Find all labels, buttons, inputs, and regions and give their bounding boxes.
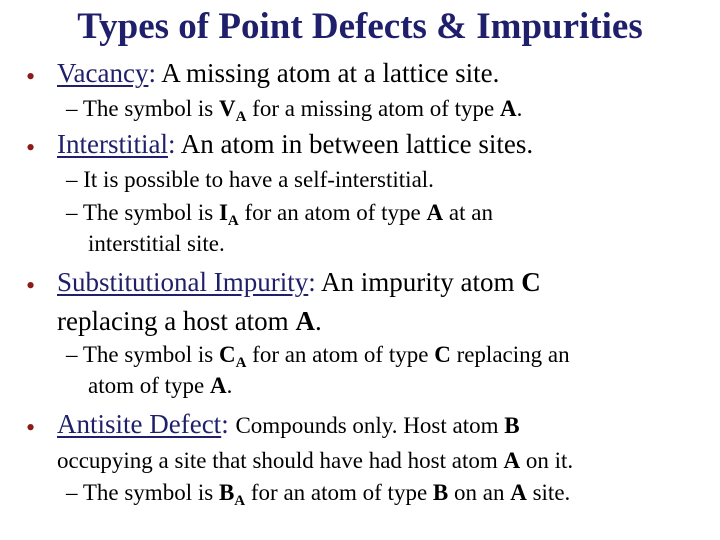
text: It is possible to have a self-interstitial.	[83, 167, 434, 192]
antisite-line	[57, 409, 520, 440]
substitutional-sub1-line2	[88, 373, 232, 399]
symbol: B	[218, 480, 235, 505]
subscript: A	[227, 213, 239, 229]
text: occupying a site that should have had host atom	[57, 448, 504, 473]
text: replacing a host atom	[57, 306, 296, 336]
antisite-sub1	[66, 480, 570, 510]
antisite-term: Antisite Defect	[57, 409, 222, 439]
slide-title: Types of Point Defects & Impurities	[77, 6, 643, 47]
substitutional-colon: :	[308, 267, 316, 297]
interstitial-sub2-line2: interstitial site.	[88, 231, 225, 256]
bold-atom: C	[434, 342, 451, 367]
subscript: A	[235, 355, 247, 371]
text: for an atom of type	[238, 200, 427, 225]
text: on an	[448, 480, 511, 505]
interstitial-desc: An atom in between lattice sites.	[180, 129, 534, 159]
dash: –	[66, 480, 78, 505]
substitutional-term: Substitutional Impurity	[57, 267, 309, 297]
text: .	[516, 96, 523, 121]
vacancy-line	[57, 58, 499, 89]
bold-atom: A	[503, 448, 521, 473]
symbol: I	[218, 200, 228, 225]
bold-atom: A	[295, 306, 315, 336]
symbol: V	[218, 96, 236, 121]
bold-atom: A	[510, 480, 527, 505]
bold-atom: A	[426, 200, 444, 225]
dash: –	[66, 342, 78, 367]
substitutional-line2	[57, 306, 322, 337]
text: The symbol is	[82, 342, 219, 367]
interstitial-colon: :	[167, 129, 176, 159]
text: .	[226, 373, 233, 398]
bold-atom: C	[521, 267, 541, 297]
text: for a missing atom of type	[246, 96, 501, 121]
vacancy-sub1	[66, 96, 522, 126]
symbol: C	[218, 342, 236, 367]
text: .	[314, 306, 322, 336]
vacancy-desc: A missing atom at a lattice site.	[161, 58, 500, 88]
text: on it.	[520, 448, 574, 473]
dash: –	[66, 200, 78, 225]
bullet-antisite: •	[26, 413, 36, 442]
text: Compounds only. Host atom	[235, 413, 505, 438]
subscript: A	[235, 109, 247, 125]
bullet-interstitial: •	[26, 133, 36, 162]
dash: –	[66, 96, 78, 121]
interstitial-term: Interstitial	[57, 129, 168, 159]
vacancy-term: Vacancy	[57, 58, 149, 88]
substitutional-line	[57, 267, 541, 298]
dash: –	[66, 167, 78, 192]
bullet-substitutional: •	[26, 271, 36, 300]
bold-atom: A	[500, 96, 517, 121]
antisite-line2	[57, 448, 573, 474]
antisite-colon: :	[221, 409, 229, 439]
subscript: A	[234, 493, 246, 509]
bold-atom: B	[504, 413, 520, 438]
substitutional-sub1	[66, 342, 570, 372]
text: for an atom of type	[245, 480, 433, 505]
text: The symbol is	[82, 200, 219, 225]
text: replacing an	[450, 342, 570, 367]
text: The symbol is	[82, 96, 219, 121]
bold-atom: A	[210, 373, 227, 398]
text: at an	[443, 200, 493, 225]
text: atom of type	[88, 373, 210, 398]
vacancy-colon: :	[148, 58, 156, 88]
text: The symbol is	[82, 480, 219, 505]
interstitial-line	[57, 129, 533, 160]
interstitial-sub2	[66, 200, 493, 230]
interstitial-sub1	[66, 167, 434, 193]
text: for an atom of type	[246, 342, 435, 367]
text: An impurity atom	[321, 267, 522, 297]
text: site.	[526, 480, 571, 505]
bold-atom: B	[432, 480, 449, 505]
bullet-vacancy: •	[26, 62, 36, 91]
